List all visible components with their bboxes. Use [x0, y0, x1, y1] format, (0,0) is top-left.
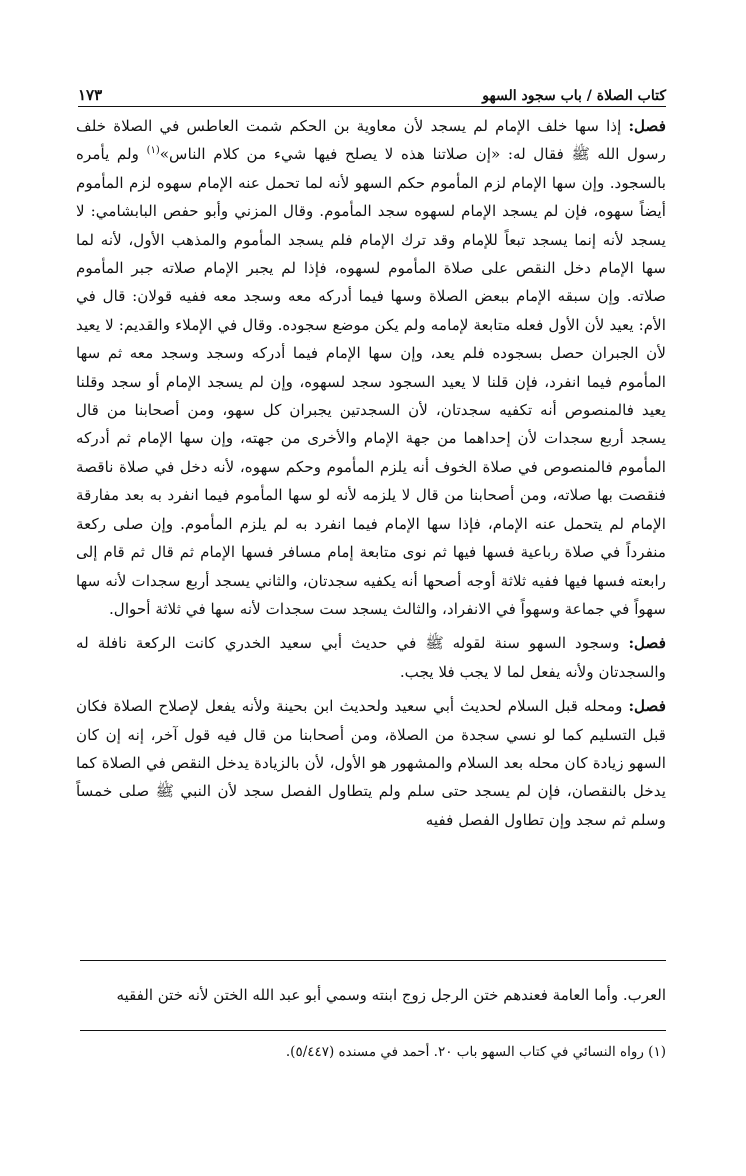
footnote [80, 1040, 666, 1064]
running-title: كتاب الصلاة / باب سجود السهو [482, 88, 666, 104]
page-number: ١٧٣ [78, 86, 103, 104]
paragraph-text: ومحله قبل السلام لحديث أبي سعيد ولحديث ابن بحينة ولأنه يفعل لإصلاح الصلاة فكان قبل التسليم كما لو نسي سجدة من الصلاة، ومن أصحابنا من قال فيه قول آخر، إنه إن كان السهو زيادة كان محله بعد السلام والمشهور هو الأول، لأن بالزيادة يدخل النقص في الصلاة كما يدخل بالنقصان، فإن لم يسجد حتى سلم ولم يتطاول الفصل سجد لأن النبي ﷺ صلى خمساً وسلم ثم سجد وإن تطاول الفصل ففيه [76, 697, 666, 829]
paragraph-text: إذا سها خلف الإمام لم يسجد لأن معاوية بن الحكم شمت العاطس في الصلاة خلف رسول الله ﷺ فقال له: «إن صلاتنا هذه لا يصلح فيها شيء من كلام الناس» [76, 117, 666, 164]
paragraph-3 [76, 692, 666, 834]
paragraph-1 [76, 112, 666, 623]
paragraph-text-continued: ولم يأمره بالسجود. وإن سها الإمام لزم المأموم حكم السهو لأنه لما تحمل عنه الإمام سهوه لزم المأموم أيضاً سهوه، فإن لم يسجد الإمام لسهوه سجد المأموم. وقال المزني وأبو حفص البابشامي: لا يسجد لأنه إنما يسجد تبعاً للإمام وقد ترك الإمام فلم يسجد المأموم والمذهب الأول، لأنه لما سها الإمام دخل النقص على صلاة المأموم لسهوه، فإذا لم يجبر الإمام صلاته جبر المأموم صلاته. وإن سبقه الإمام ببعض الصلاة وسها فيما أدركه معه وسجد معه ففيه قولان: قال في الأم: يعيد لأن الأول فعله متابعة لإمامه ولم يكن موضع سجوده. وقال في الإملاء والقديم: لا يعيد لأن الجبران حصل بسجوده فلم يعد، وإن سها الإمام فيما أدركه وسجد وسجد معه ثم سها المأموم فيما انفرد، فإن قلنا لا يعيد السجود سجد لسهوه، وإن لم يسجد الإمام أو سجد وقلنا يعيد فالمنصوص أنه تكفيه سجدتان، لأن السجدتين يجبران كل سهو، ومن أصحابنا من قال يسجد أربع سجدات لأن إحداهما من جهة الإمام والأخرى من جهته، وإن سها الإمام ثم أدركه المأموم فالمنصوص في صلاة الخوف أنه يلزم المأموم وحكم سهوه، لأنه دخل في صلاة ناقصة فنقصت بها صلاته، ومن أصحابنا من قال لا يلزمه لأنه لو سها المأموم فيما انفرد به بعد مفارقة الإمام لم يتحمل عنه الإمام، فإذا سها الإمام فيما انفرد به لم يلزم المأموم. وإن صلى ركعة منفرداً في صلاة رباعية فسها فيها ثم نوى متابعة إمام مسافر فسها الإمام ثم قال ثم قام إلى رابعته فسها فيها ففيه ثلاثة أوجه أصحها أنه يكفيه سجدتان، والثاني يسجد أربع سجدات لأنه سها سهواً في جماعة وسهواً في الانفراد، والثالث يسجد ست سجدات لأنه سها في ثلاثة أحوال. [76, 145, 666, 618]
footnote-separator-rule [80, 1030, 666, 1031]
section-keyword: فصل: [628, 697, 666, 716]
paragraph-text: وسجود السهو سنة لقوله ﷺ في حديث أبي سعيد الخدري كانت الركعة نافلة له والسجدتان ولأنه يفعل لما لا يجب فلا يجب. [76, 634, 666, 681]
section-keyword: فصل: [628, 634, 666, 653]
header-rule [78, 106, 666, 107]
footnote-marker: (١) [648, 1044, 666, 1060]
footnote-reference[interactable]: (١) [146, 145, 160, 157]
footnote-text: رواه النسائي في كتاب السهو باب ٢٠. أحمد في مسنده (٥/٤٤٧). [285, 1044, 649, 1060]
page-header [78, 78, 666, 104]
paragraph-2 [76, 629, 666, 686]
note-separator-rule [80, 960, 666, 961]
carry-over-note: العرب. وأما العامة فعندهم ختن الرجل زوج ابنته وسمي أبو عبد الله الختن لأنه ختن الفقيه [116, 986, 666, 1004]
main-text [76, 112, 666, 954]
section-keyword: فصل: [628, 117, 666, 135]
